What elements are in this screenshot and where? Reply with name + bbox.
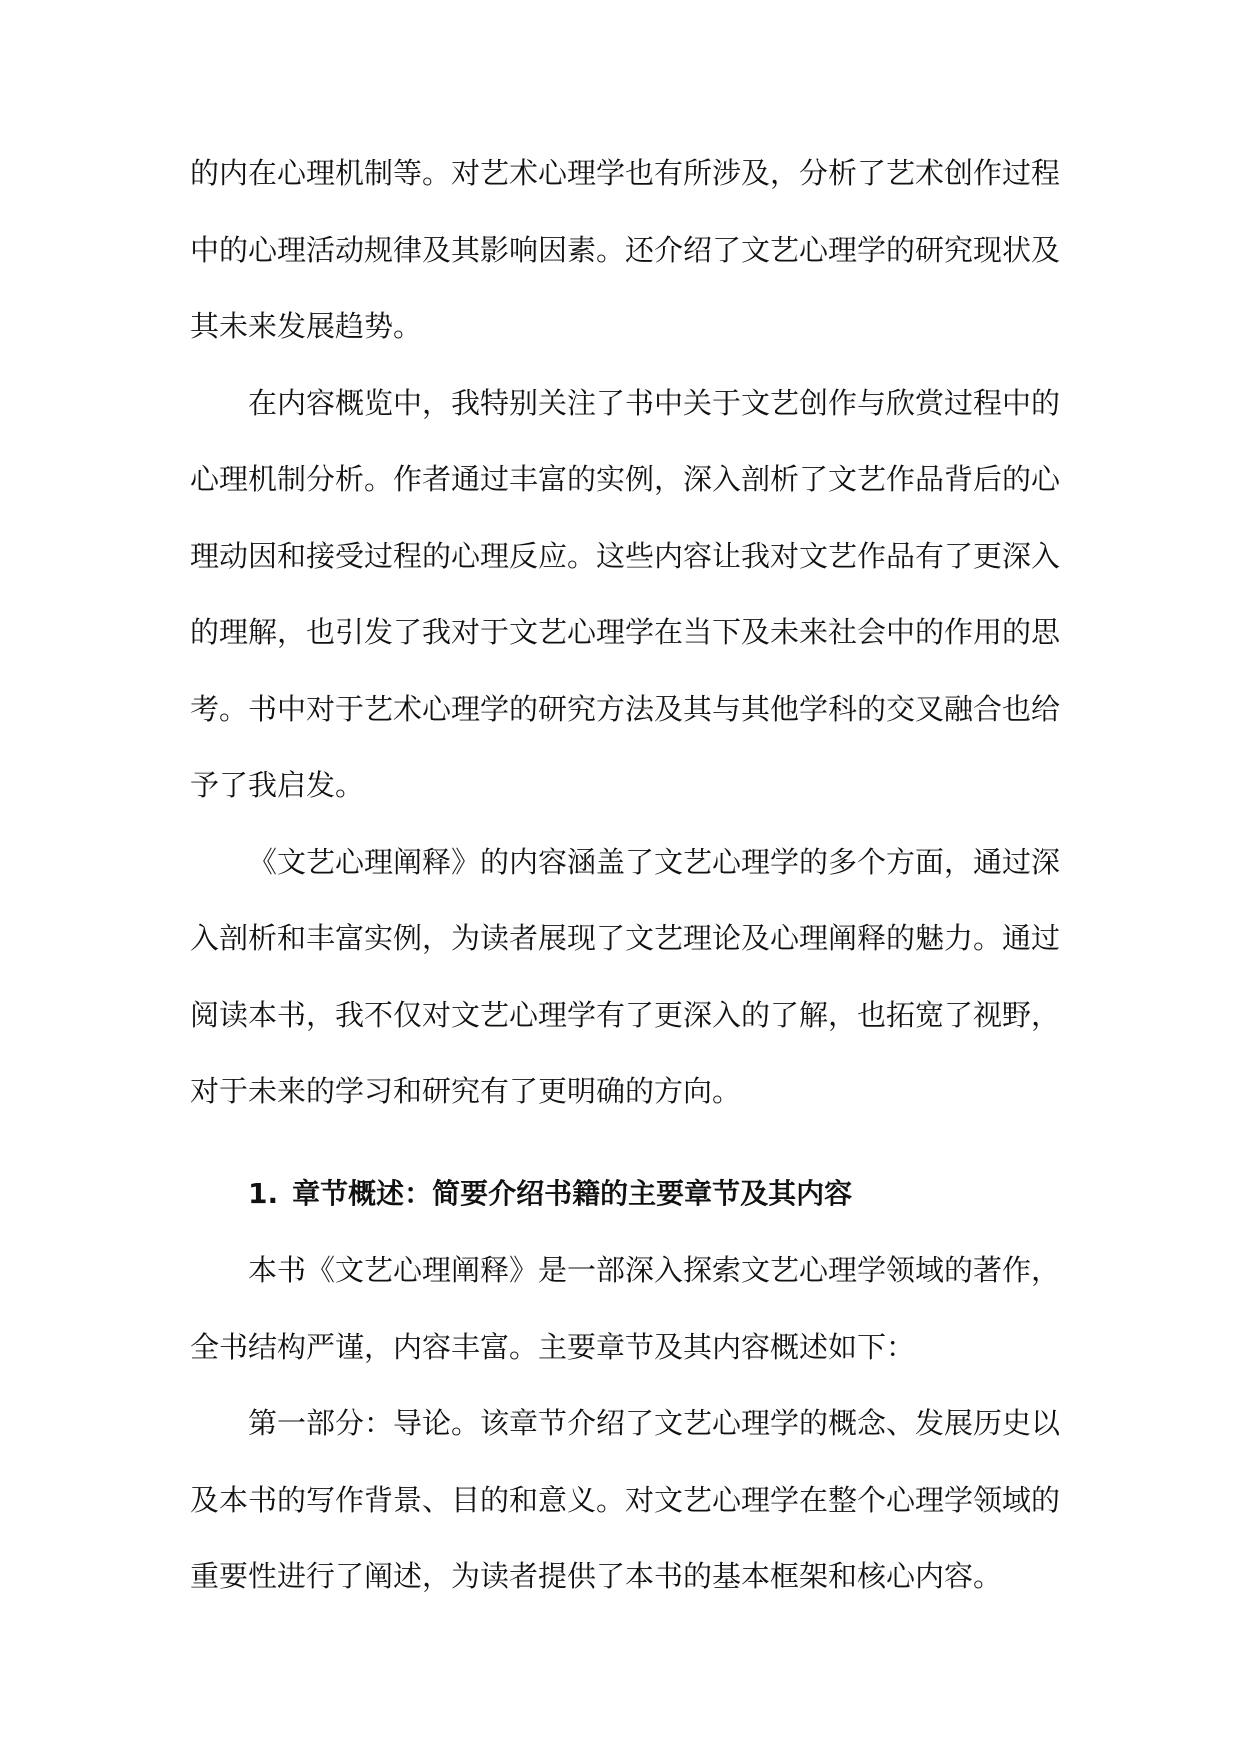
paragraph-book-summary: 《文艺心理阐释》的内容涵盖了文艺心理学的多个方面，通过深入剖析和丰富实例，为读者展现了文艺理论及心理阐释的魅力。通过阅读本书，我不仅对文艺心理学有了更深入的了解，也拓宽了视野，对于未来的学习和研究有了更明确的方向。 xyxy=(190,844,1061,1108)
section-heading-number: 1. xyxy=(248,1176,279,1210)
paragraph-chapter-intro: 本书《文艺心理阐释》是一部深入探索文艺心理学领域的著作，全书结构严谨，内容丰富。主要章节及其内容概述如下： xyxy=(190,1253,1061,1364)
section-heading-title: 章节概述：简要介绍书籍的主要章节及其内容 xyxy=(292,1176,853,1210)
paragraph-continuation: 的内在心理机制等。对艺术心理学也有所涉及，分析了艺术创作过程中的心理活动规律及其影响因素。还介绍了文艺心理学的研究现状及其未来发展趋势。 xyxy=(190,156,1061,343)
section-heading xyxy=(190,1156,1060,1233)
paragraph-part-one: 第一部分：导论。该章节介绍了文艺心理学的概念、发展历史以及本书的写作背景、目的和意义。对文艺心理学在整个心理学领域的重要性进行了阐述，为读者提供了本书的基本框架和核心内容。 xyxy=(190,1406,1061,1593)
document-body xyxy=(190,135,1060,1615)
paragraph-content-overview: 在内容概览中，我特别关注了书中关于文艺创作与欣赏过程中的心理机制分析。作者通过丰富的实例，深入剖析了文艺作品背后的心理动因和接受过程的心理反应。这些内容让我对文艺作品有了更深入的理解，也引发了我对于文艺心理学在当下及未来社会中的作用的思考。书中对于艺术心理学的研究方法及其与其他学科的交叉融合也给予了我启发。 xyxy=(190,385,1061,802)
